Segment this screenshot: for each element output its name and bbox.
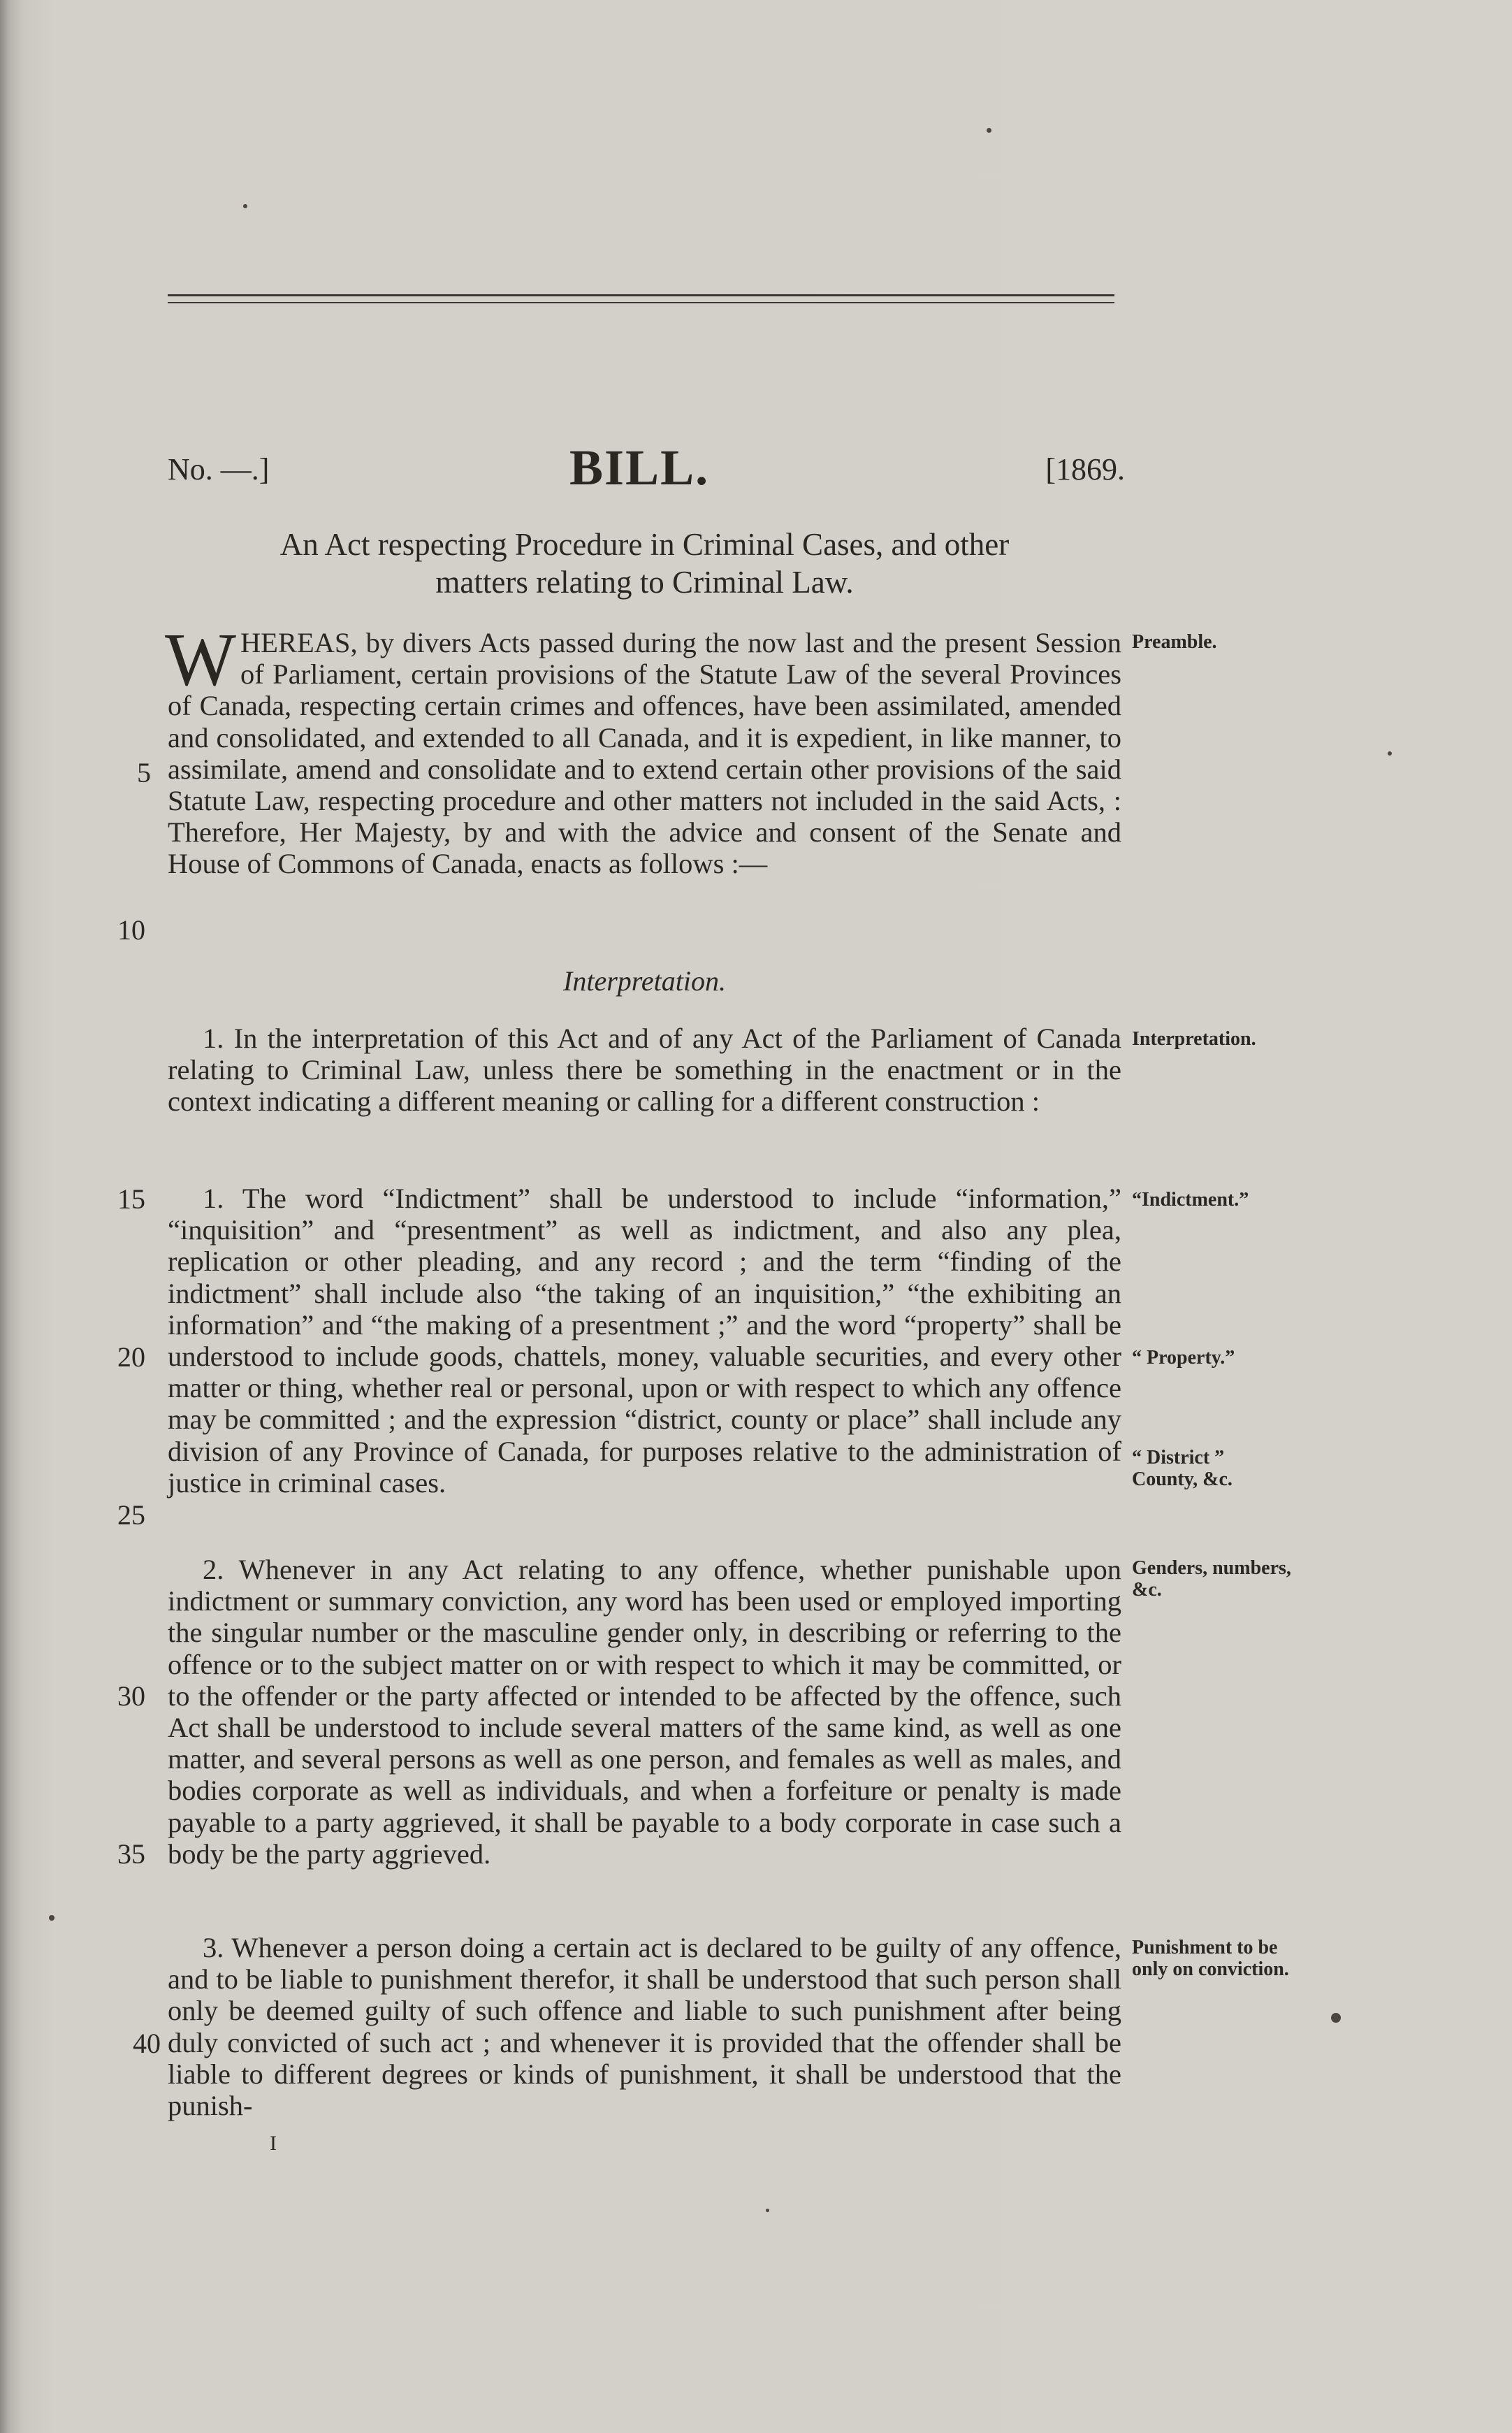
- clause-3: 3. Whenever a person doing a certain act is declared to be guilty of any offence, and to be liable to punishment therefor, it shall be understood that such person shall only be deemed guilty of such offence and liable to such punishment after being duly convicted of such act ; and whenever it is provided that the offender shall be liable to different degrees or kinds of punishment, it shall be understood that the punish-: [168, 1932, 1121, 2122]
- bill-number: No. —.]: [168, 452, 270, 486]
- signature-mark: I: [270, 2132, 277, 2155]
- top-rule: [168, 294, 1114, 296]
- section-heading: Interpretation.: [563, 965, 726, 997]
- section-1-intro: 1. In the interpretation of this Act and of any Act of the Parliament of Canada relating to Criminal Law, unless there be something in the enactment or in the context indicating a different meaning or calling for a different construction :: [168, 1023, 1121, 1118]
- margin-note-preamble: Preamble.: [1132, 631, 1217, 653]
- act-title: [168, 526, 1121, 601]
- bill-title: BILL.: [569, 440, 710, 496]
- paper-speck: [1331, 2013, 1341, 2023]
- bill-year: [1869.: [1045, 452, 1125, 486]
- clause-1: 1. The word “Indictment” shall be understood to include “information,” “inquisition” and “presentment” as well as indictment, and also any plea, replication or other pleading, and any record ; and the term “finding of the indictment” shall include also “the taking of an inquisition,” “the exhibiting an information” and “the making of a presentment ;” and the word “property” shall be understood to include goods, chattels, money, valuable securities, and every other matter or thing, whether real or personal, upon or with respect to which any offence may be committed ; and the expression “district, county or place” shall include any division of any Province of Canada, for purposes relative to the administration of justice in criminal cases.: [168, 1183, 1121, 1499]
- clause-2: 2. Whenever in any Act relating to any offence, whether punishable upon indictment or summary conviction, any word has been used or employed importing the singular number or the masculine gender only, in describing or referring to the offence or to the subject matter on or with respect to which it may be committed, or to the offender or the party affected or intended to be affected by the offence, such Act shall be understood to include several matters of the same kind, as well as one matter, and several persons as well as one person, and females as well as males, and bodies corporate as well as individuals, and when a forfeiture or penalty is made payable to a party aggrieved, it shall be payable to a body corporate in case such a body be the party aggrieved.: [168, 1554, 1121, 1870]
- preamble-text: HEREAS, by divers Acts passed during the now last and the present Session of Parliament, certain provisions of the Statute Law of the several Provinces of Canada, respecting certain crimes and offences, have been assimilated, amended and consolidated, and extended to all Canada, and it is expedient, in like manner, to assimilate, amend and consolidate and to extend certain other provisions of the said Statute Law, respecting procedure and other matters not included in the said Acts, : Therefore, Her Majesty, by and with the advice and consent of the Senate and House of Commons of Canada, enacts as follows :—: [168, 627, 1121, 880]
- act-title-line: An Act respecting Procedure in Criminal Cases, and other: [279, 527, 1010, 562]
- paper-speck: [1388, 751, 1392, 756]
- line-number: 35: [117, 1838, 145, 1870]
- margin-note-punishment: Punishment to be only on conviction.: [1132, 1937, 1289, 1980]
- preamble: [165, 619, 1121, 880]
- line-number: 20: [117, 1341, 145, 1373]
- line-number: 30: [117, 1680, 145, 1712]
- bill-header: [168, 439, 1125, 502]
- line-number: 25: [117, 1499, 145, 1531]
- margin-note-indictment: “Indictment.”: [1132, 1189, 1249, 1211]
- margin-note-district: “ District ” County, &c.: [1132, 1447, 1233, 1490]
- paper-speck: [49, 1915, 54, 1921]
- margin-note-property: “ Property.”: [1132, 1347, 1235, 1369]
- top-rule: [168, 302, 1114, 303]
- margin-note-genders: Genders, numbers, &c.: [1132, 1557, 1291, 1601]
- paper-speck: [987, 128, 991, 133]
- drop-cap: W: [165, 619, 236, 702]
- line-number: 40: [133, 2028, 161, 2059]
- paper-speck: [766, 2209, 769, 2212]
- paper-speck: [243, 204, 247, 208]
- line-number: 5: [137, 757, 151, 788]
- line-number: 15: [117, 1183, 145, 1215]
- act-title-line: matters relating to Criminal Law.: [435, 565, 854, 600]
- margin-note-interpretation: Interpretation.: [1132, 1028, 1256, 1050]
- line-number: 10: [117, 914, 145, 946]
